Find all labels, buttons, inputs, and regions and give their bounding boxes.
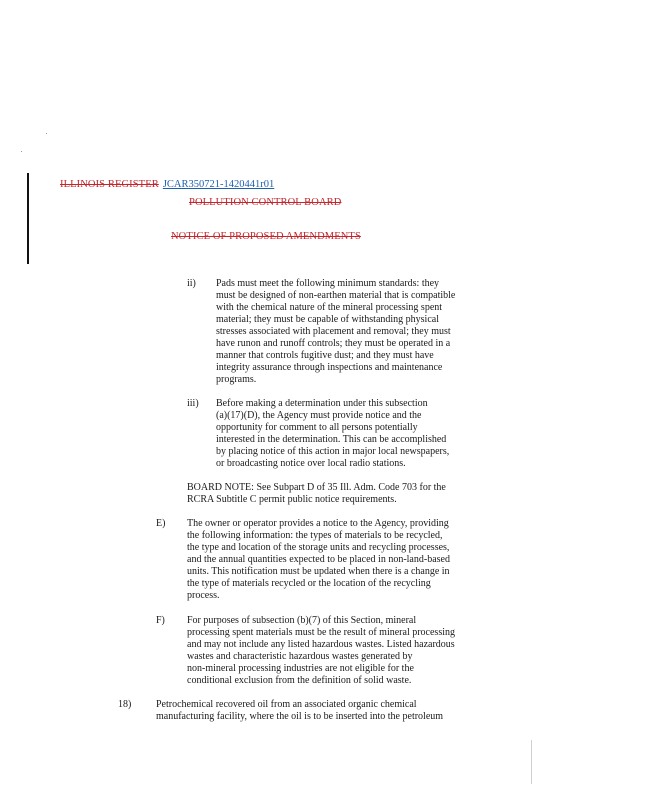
item-ii-text — [216, 278, 486, 386]
item-label-E: E) — [156, 518, 166, 529]
notice-title: NOTICE OF PROPOSED AMENDMENTS — [171, 231, 361, 242]
text-line: stresses associated with placement and removal; they must — [216, 326, 451, 337]
text-line: by placing notice of this action in major local newspapers, — [216, 446, 450, 457]
text-line: processing spent materials must be the result of mineral processing — [187, 627, 455, 638]
text-line: non-mineral processing industries are not eligible for the — [187, 663, 414, 674]
scan-artifact-line — [531, 740, 532, 784]
text-line: material; they must be capable of withstanding physical — [216, 314, 439, 325]
text-line: conditional exclusion from the definition of solid waste. — [187, 675, 412, 686]
text-line: must be designed of non-earthen material that is compatible — [216, 290, 456, 301]
text-line: Petrochemical recovered oil from an associated organic chemical — [156, 699, 417, 710]
text-line: (a)(17)(D), the Agency must provide notice and the — [216, 410, 422, 421]
text-line: RCRA Subtitle C permit public notice requirements. — [187, 494, 397, 505]
text-line: units. This notification must be updated when there is a change in — [187, 566, 450, 577]
text-line: or broadcasting notice over local radio stations. — [216, 458, 406, 469]
text-line: the following information: the types of materials to be recycled, — [187, 530, 443, 541]
item-label-iii: iii) — [187, 398, 199, 409]
item-F-text — [187, 615, 497, 687]
text-line: interested in the determination. This can be accomplished — [216, 434, 447, 445]
text-line: the type of materials recycled or the location of the recycling — [187, 578, 431, 589]
text-line: integrity assurance through inspections and maintenance — [216, 362, 443, 373]
text-line: For purposes of subsection (b)(7) of this Section, mineral — [187, 615, 417, 626]
header-line — [60, 174, 274, 192]
text-line: and the annual quantities expected to be placed in non-land-based — [187, 554, 450, 565]
item-E-text — [187, 518, 497, 602]
text-line: The owner or operator provides a notice to the Agency, providing — [187, 518, 449, 529]
text-line: have runon and runoff controls; they must be operated in a — [216, 338, 451, 349]
board-title: POLLUTION CONTROL BOARD — [189, 197, 342, 208]
item-label-F: F) — [156, 615, 165, 626]
register-title: ILLINOIS REGISTER — [60, 179, 159, 190]
text-line: with the chemical nature of the mineral processing spent — [216, 302, 443, 313]
scan-speck — [46, 133, 47, 134]
text-line: Before making a determination under this subsection — [216, 398, 428, 409]
text-line: manufacturing facility, where the oil is to be inserted into the petroleum — [156, 711, 444, 722]
text-line: programs. — [216, 374, 257, 385]
item-18-text — [156, 699, 496, 723]
text-line: process. — [187, 590, 220, 601]
text-line: manner that controls fugitive dust; and they must have — [216, 350, 434, 361]
scan-speck — [21, 151, 22, 152]
text-line: opportunity for comment to all persons potentially — [216, 422, 418, 433]
change-bar — [27, 173, 29, 264]
item-label-18: 18) — [118, 699, 132, 710]
text-line: Pads must meet the following minimum standards: they — [216, 278, 440, 289]
text-line: the type and location of the storage units and recycling processes, — [187, 542, 450, 553]
item-iii-text — [216, 398, 486, 470]
doc-code-link[interactable]: JCAR350721-1420441r01 — [162, 179, 275, 190]
text-line: BOARD NOTE: See Subpart D of 35 Ill. Adm. Code 703 for the — [187, 482, 446, 493]
item-label-ii: ii) — [187, 278, 196, 289]
text-line: wastes and characteristic hazardous wastes generated by — [187, 651, 413, 662]
text-line: and may not include any listed hazardous wastes. Listed hazardous — [187, 639, 455, 650]
board-note — [187, 482, 487, 506]
